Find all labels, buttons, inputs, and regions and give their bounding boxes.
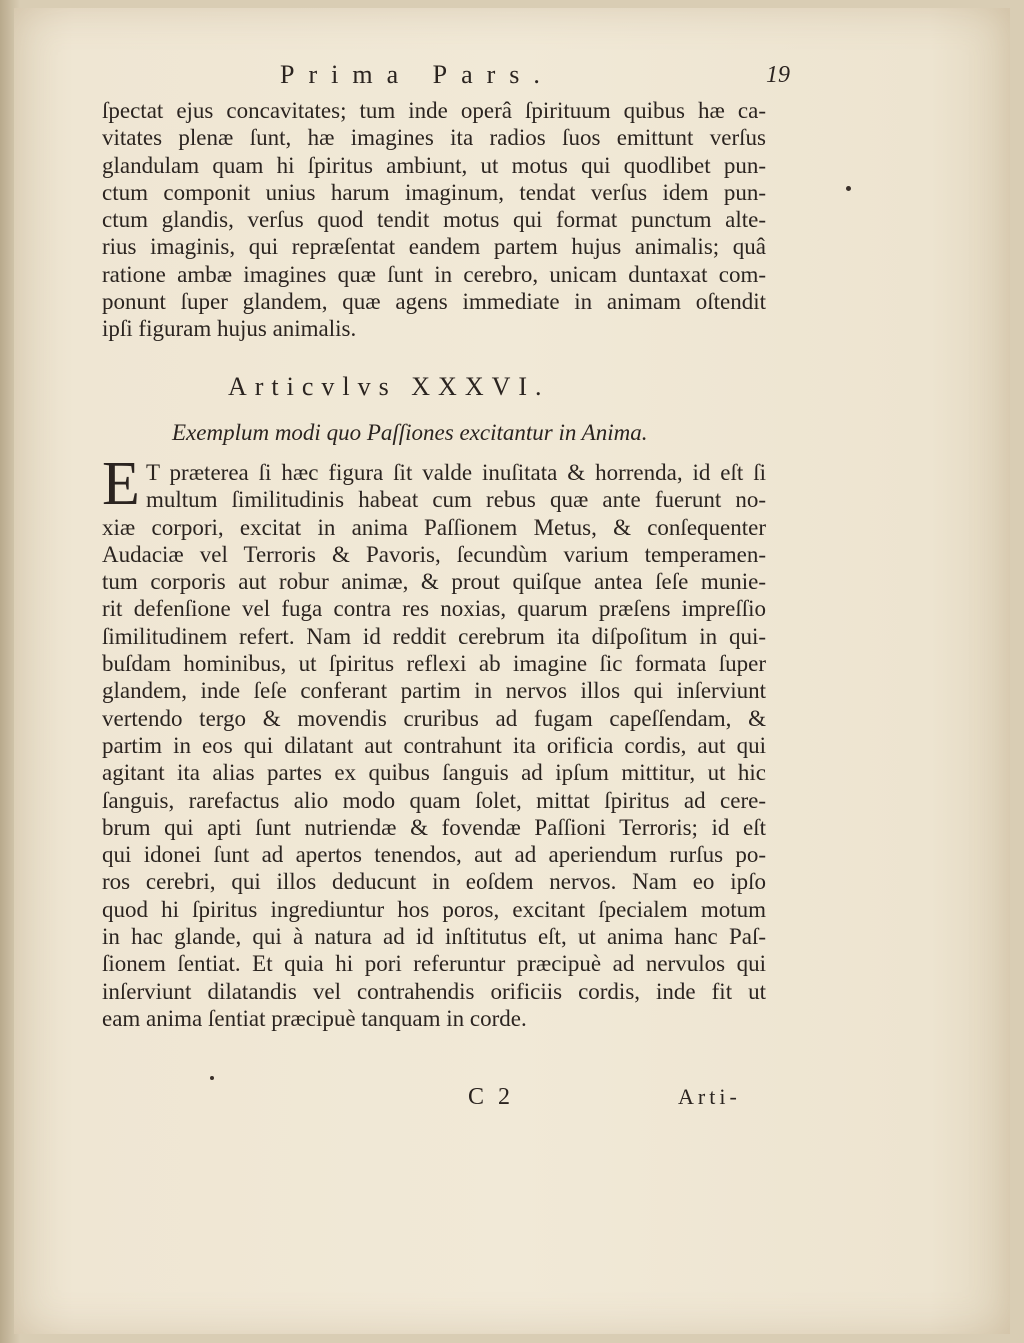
- text-line: glandem, inde ſeſe conferant partim in nervos illos qui inſerviunt: [102, 678, 766, 704]
- catchword: Arti-: [678, 1084, 741, 1109]
- text-line: brum qui apti ſunt nutriendæ & fovendæ Paſſioni Terroris; id eſt: [102, 814, 766, 840]
- text-line: ctum glandis, verſus quod tendit motus qui format punctum alte-: [102, 207, 766, 233]
- article-body: [102, 459, 766, 1032]
- article-subtitle: Exemplum modi quo Paſſiones excitantur in Anima.: [172, 420, 648, 445]
- text-line: qui idonei ſunt ad apertos tenendos, aut ad aperiendum rurſus po-: [102, 842, 766, 868]
- text-line: eam anima ſentiat præcipuè tanquam in corde.: [102, 1005, 527, 1031]
- text-line: rius imaginis, qui repræſentat eandem partem hujus animalis; quâ: [102, 234, 766, 260]
- text-line: vertendo tergo & movendis cruribus ad fugam capeſſendam, &: [102, 705, 766, 731]
- text-line: Audaciæ vel Terroris & Pavoris, ſecundùm varium temperamen-: [102, 541, 766, 567]
- header-title: Prima Pars.: [280, 60, 554, 89]
- text-line: glandulam quam hi ſpiritus ambiunt, ut motus qui quodlibet pun-: [102, 152, 766, 178]
- text-line: inſerviunt dilatandis vel contrahendis orificiis cordis, inde fit ut: [102, 978, 766, 1004]
- signature-mark: C 2: [468, 1084, 515, 1110]
- text-line: vitates plenæ ſunt, hæ imagines ita radios ſuos emittunt verſus: [102, 125, 766, 151]
- text-line: multum ſimilitudinis habeat cum rebus quæ ante fuerunt no-: [146, 487, 766, 513]
- text-line: ipſi figuram hujus animalis.: [102, 316, 357, 342]
- text-line: ſanguis, rarefactus alio modo quam ſolet, mittat ſpiritus ad cere-: [102, 787, 766, 813]
- drop-capital: E: [102, 450, 140, 518]
- text-line: ctum componit unius harum imaginum, tendat verſus idem pun-: [102, 179, 766, 205]
- text-line: ſionem ſentiat. Et quia hi pori referuntur præcipuè ad nervulos qui: [102, 951, 766, 977]
- running-header: [250, 60, 790, 100]
- paragraph-continued: [102, 97, 766, 343]
- text-line: tum corporis aut robur animæ, & prout quiſque antea ſeſe munie-: [102, 569, 766, 595]
- article-heading: Articvlvs XXXVI.: [228, 372, 550, 401]
- text-line: rit defenſione vel fuga contra res noxias, quarum præſens impreſſio: [102, 596, 766, 622]
- text-line: partim in eos qui dilatant aut contrahunt ita orificia cordis, aut qui: [102, 732, 766, 758]
- text-line: ſpectat ejus concavitates; tum inde operâ ſpirituum quibus hæ ca-: [102, 98, 766, 123]
- text-line: in hac glande, qui à natura ad id inſtitutus eſt, ut anima hanc Paſ-: [102, 924, 766, 950]
- text-line: T præterea ſi hæc figura ſit valde inuſitata & horrenda, id eſt ſi: [146, 460, 766, 485]
- text-line: quod hi ſpiritus ingrediuntur hos poros, excitant ſpecialem motum: [102, 896, 766, 922]
- text-line: buſdam hominibus, ut ſpiritus reflexi ab imagine ſic formata ſuper: [102, 651, 766, 677]
- text-line: agitant ita alias partes ex quibus ſanguis ad ipſum mittitur, ut hic: [102, 760, 766, 786]
- ink-speck: [210, 1076, 214, 1080]
- text-line: xiæ corpori, excitat in anima Paſſionem Metus, & conſequenter: [102, 514, 766, 540]
- text-line: ſimilitudinem refert. Nam id reddit cerebrum ita diſpoſitum in qui-: [102, 623, 766, 649]
- page-number: 19: [766, 62, 790, 88]
- text-line: ratione ambæ imagines quæ ſunt in cerebro, unicam duntaxat com-: [102, 261, 766, 287]
- text-line: ponunt ſuper glandem, quæ agens immediate in animam oſtendit: [102, 289, 766, 315]
- text-line: ros cerebri, qui illos deducunt in eoſdem nervos. Nam eo ipſo: [102, 869, 766, 895]
- ink-speck: [846, 186, 851, 191]
